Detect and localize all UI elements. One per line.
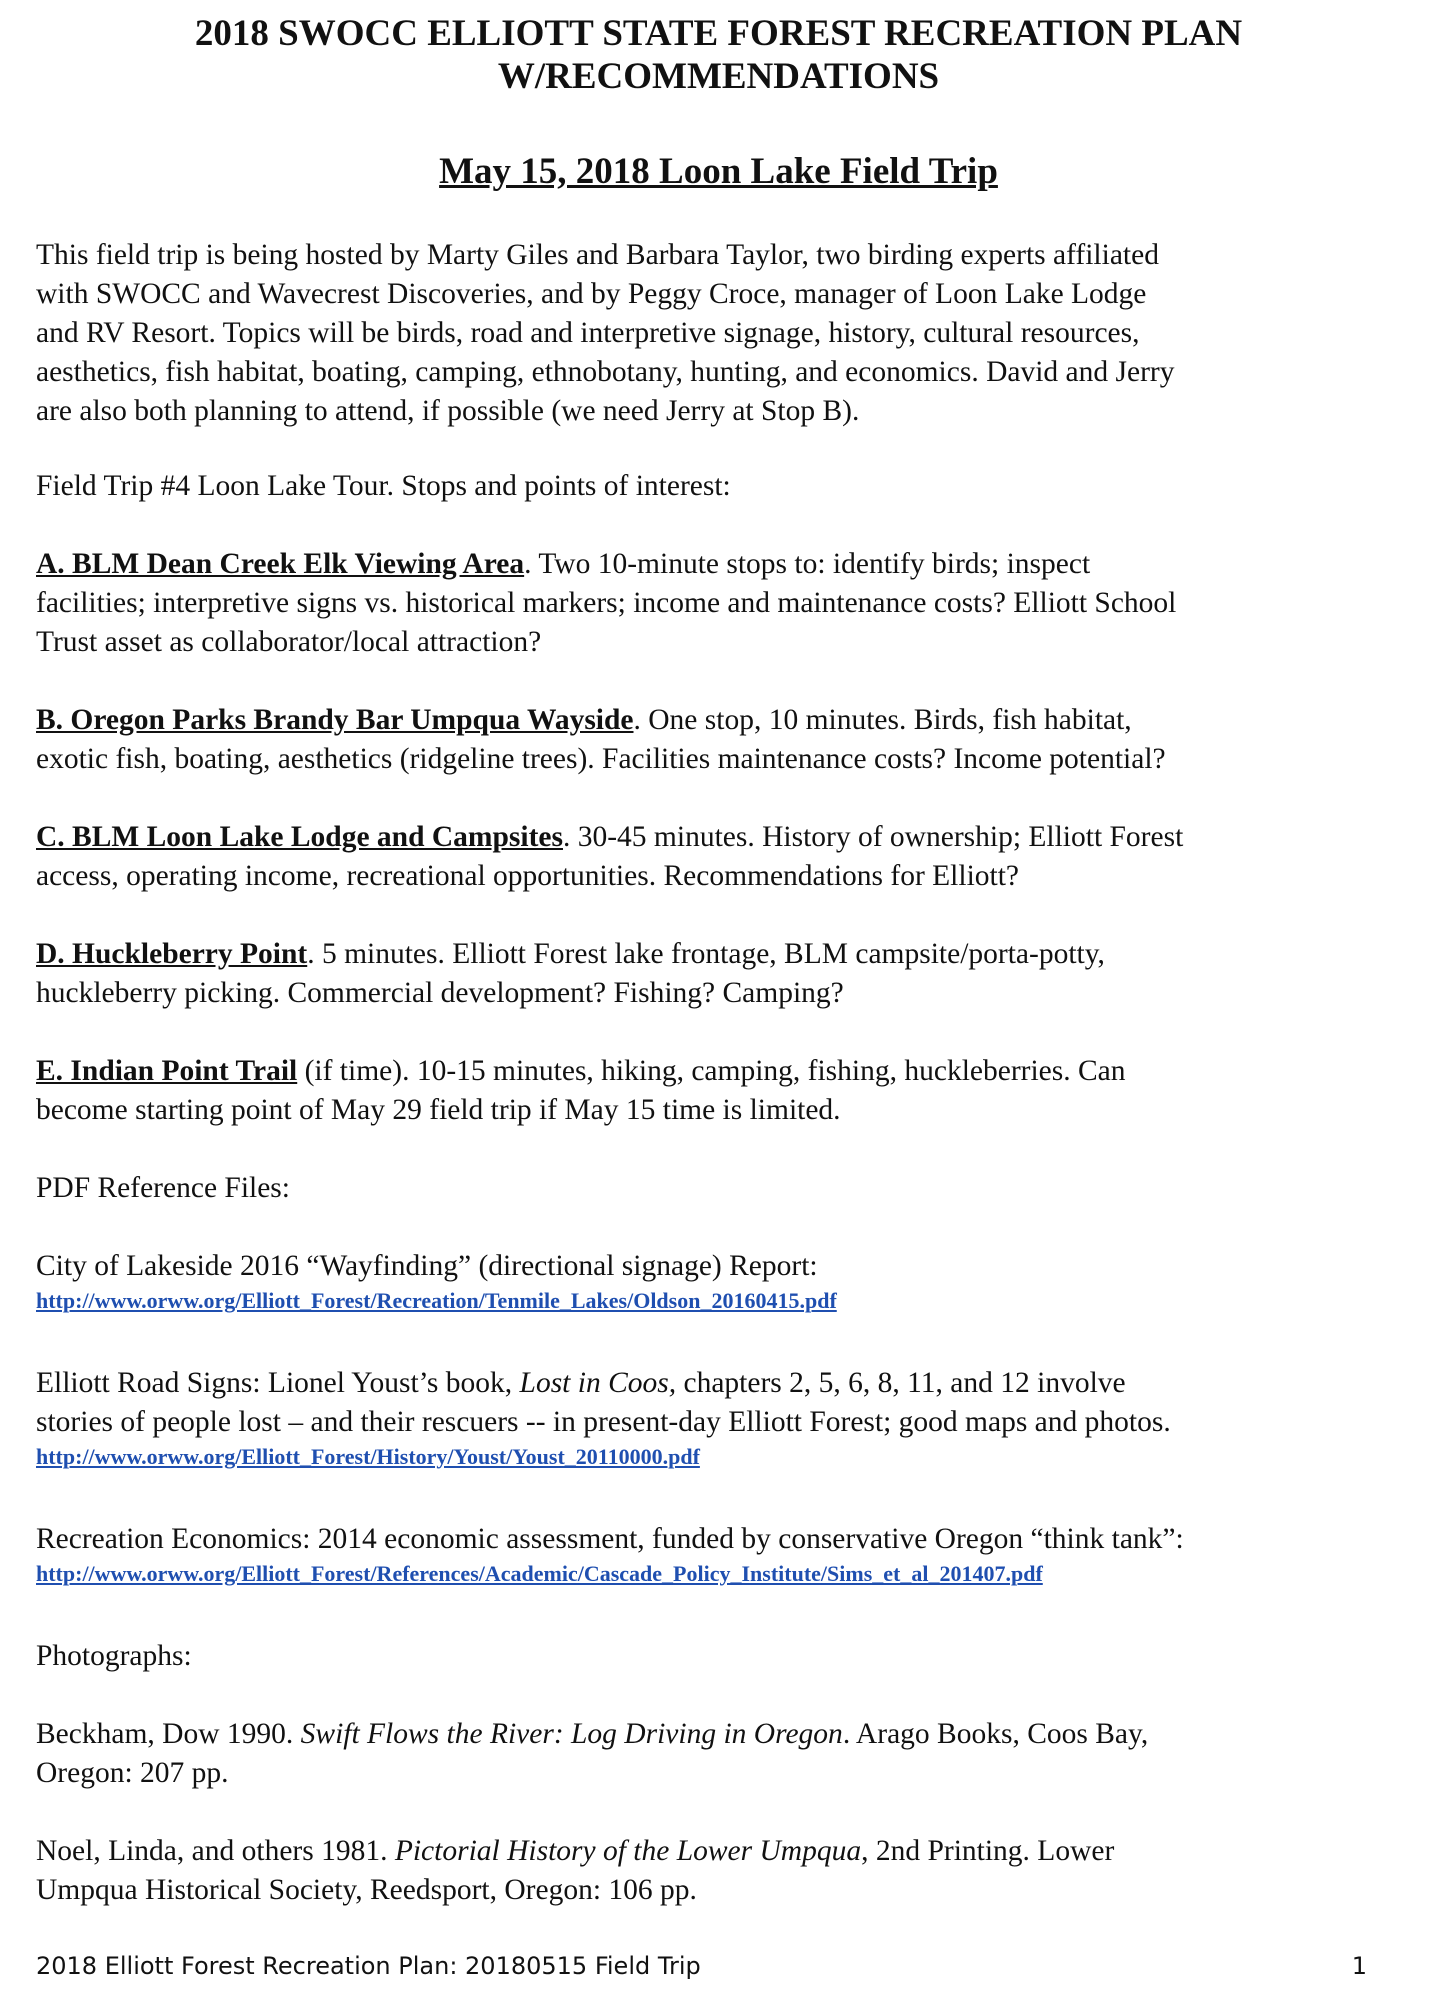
footer-page-number: 1 <box>1351 1952 1367 1980</box>
ref-economics <box>36 1520 1406 1589</box>
stop-a-paragraph <box>36 545 1406 662</box>
stop-e-text: become starting point of May 29 field trip if May 15 time is limited. <box>36 1094 841 1126</box>
stop-a-name: A. BLM Dean Creek Elk Viewing Area <box>36 548 525 580</box>
intro-line: aesthetics, fish habitat, boating, camping, ethnobotany, hunting, and economics. David and Jerry <box>36 356 1175 388</box>
stop-d-paragraph <box>36 935 1406 1013</box>
stop-c-name: C. BLM Loon Lake Lodge and Campsites <box>36 821 563 853</box>
ref-wayfinding-text: City of Lakeside 2016 “Wayfinding” (directional signage) Report: <box>36 1250 818 1282</box>
ref-road-signs-text: Elliott Road Signs: Lionel Youst’s book, <box>36 1367 520 1399</box>
field-trip-subtitle: May 15, 2018 Loon Lake Field Trip <box>439 151 998 192</box>
stop-c-text: access, operating income, recreational opportunities. Recommendations for Elliott? <box>36 860 1020 892</box>
ref-road-signs-book: Lost in Coos, <box>519 1367 677 1399</box>
stop-e-name: E. Indian Point Trail <box>36 1055 298 1087</box>
photo-ref-author: Beckham, Dow 1990. <box>36 1718 301 1750</box>
stop-a-text: Trust asset as collaborator/local attraction? <box>36 626 542 658</box>
ref-road-signs-text: chapters 2, 5, 6, 8, 11, and 12 involve <box>676 1367 1126 1399</box>
stop-c-paragraph <box>36 818 1406 896</box>
intro-paragraph <box>36 236 1406 431</box>
ref-wayfinding <box>36 1247 1406 1316</box>
intro-line: are also both planning to attend, if possible (we need Jerry at Stop B). <box>36 395 860 427</box>
photo-ref-beckham <box>36 1715 1406 1793</box>
intro-line: with SWOCC and Wavecrest Discoveries, and by Peggy Croce, manager of Loon Lake Lodge <box>36 278 1147 310</box>
intro-line: and RV Resort. Topics will be birds, road and interpretive signage, history, cultural resources, <box>36 317 1140 349</box>
stop-d-text: . 5 minutes. Elliott Forest lake frontage, BLM campsite/porta-potty, <box>307 938 1105 970</box>
stop-c-text: . 30-45 minutes. History of ownership; Elliott Forest <box>562 821 1184 853</box>
pdf-references-heading: PDF Reference Files: <box>36 1172 290 1204</box>
stop-b-name: B. Oregon Parks Brandy Bar Umpqua Wayside <box>36 704 634 736</box>
ref-wayfinding-link[interactable]: http://www.orww.org/Elliott_Forest/Recreation/Tenmile_Lakes/Oldson_20160415.pdf <box>36 1288 837 1313</box>
photo-ref-author: Noel, Linda, and others 1981. <box>36 1835 395 1867</box>
ref-road-signs <box>36 1364 1406 1472</box>
intro-line: This field trip is being hosted by Marty Giles and Barbara Taylor, two birding experts affiliated <box>36 239 1159 271</box>
photographs-heading: Photographs: <box>36 1640 192 1672</box>
ref-road-signs-text: stories of people lost – and their rescuers -- in present-day Elliott Forest; good maps and photos. <box>36 1406 1171 1438</box>
stop-e-paragraph <box>36 1052 1406 1130</box>
stop-d-name: D. Huckleberry Point <box>36 938 308 970</box>
title-line-2: W/RECOMMENDATIONS <box>497 56 940 97</box>
photo-ref-book: Swift Flows the River: Log Driving in Oregon <box>300 1718 843 1750</box>
photo-ref-text: Oregon: 207 pp. <box>36 1757 229 1789</box>
stop-e-text: (if time). 10-15 minutes, hiking, camping, fishing, huckleberries. Can <box>297 1055 1126 1087</box>
footer-document-title: 2018 Elliott Forest Recreation Plan: 20180515 Field Trip <box>36 1952 701 1980</box>
ref-economics-link[interactable]: http://www.orww.org/Elliott_Forest/References/Academic/Cascade_Policy_Institute/Sims_et_al_201407.pdf <box>36 1561 1043 1586</box>
stop-d-text: huckleberry picking. Commercial development? Fishing? Camping? <box>36 977 844 1009</box>
photo-ref-text: . Arago Books, Coos Bay, <box>842 1718 1149 1750</box>
ref-road-signs-link[interactable]: http://www.orww.org/Elliott_Forest/History/Youst/Youst_20110000.pdf <box>36 1444 700 1469</box>
photo-ref-book: Pictorial History of the Lower Umpqua <box>394 1835 862 1867</box>
stop-a-text: facilities; interpretive signs vs. historical markers; income and maintenance costs? Elliott School <box>36 587 1177 619</box>
title-line-1: 2018 SWOCC ELLIOTT STATE FOREST RECREATION PLAN <box>194 13 1243 54</box>
photo-ref-text: , 2nd Printing. Lower <box>861 1835 1115 1867</box>
photo-ref-text: Umpqua Historical Society, Reedsport, Oregon: 106 pp. <box>36 1874 697 1906</box>
stop-b-text: exotic fish, boating, aesthetics (ridgeline trees). Facilities maintenance costs? Income potential? <box>36 743 1166 775</box>
stop-b-text: . One stop, 10 minutes. Birds, fish habitat, <box>633 704 1132 736</box>
stop-b-paragraph <box>36 701 1406 779</box>
ref-economics-text: Recreation Economics: 2014 economic assessment, funded by conservative Oregon “think tank”: <box>36 1523 1184 1555</box>
document-title <box>0 12 1437 98</box>
photo-ref-noel <box>36 1832 1406 1910</box>
tour-heading: Field Trip #4 Loon Lake Tour. Stops and points of interest: <box>36 470 731 502</box>
stop-a-text: . Two 10-minute stops to: identify birds; inspect <box>524 548 1091 580</box>
